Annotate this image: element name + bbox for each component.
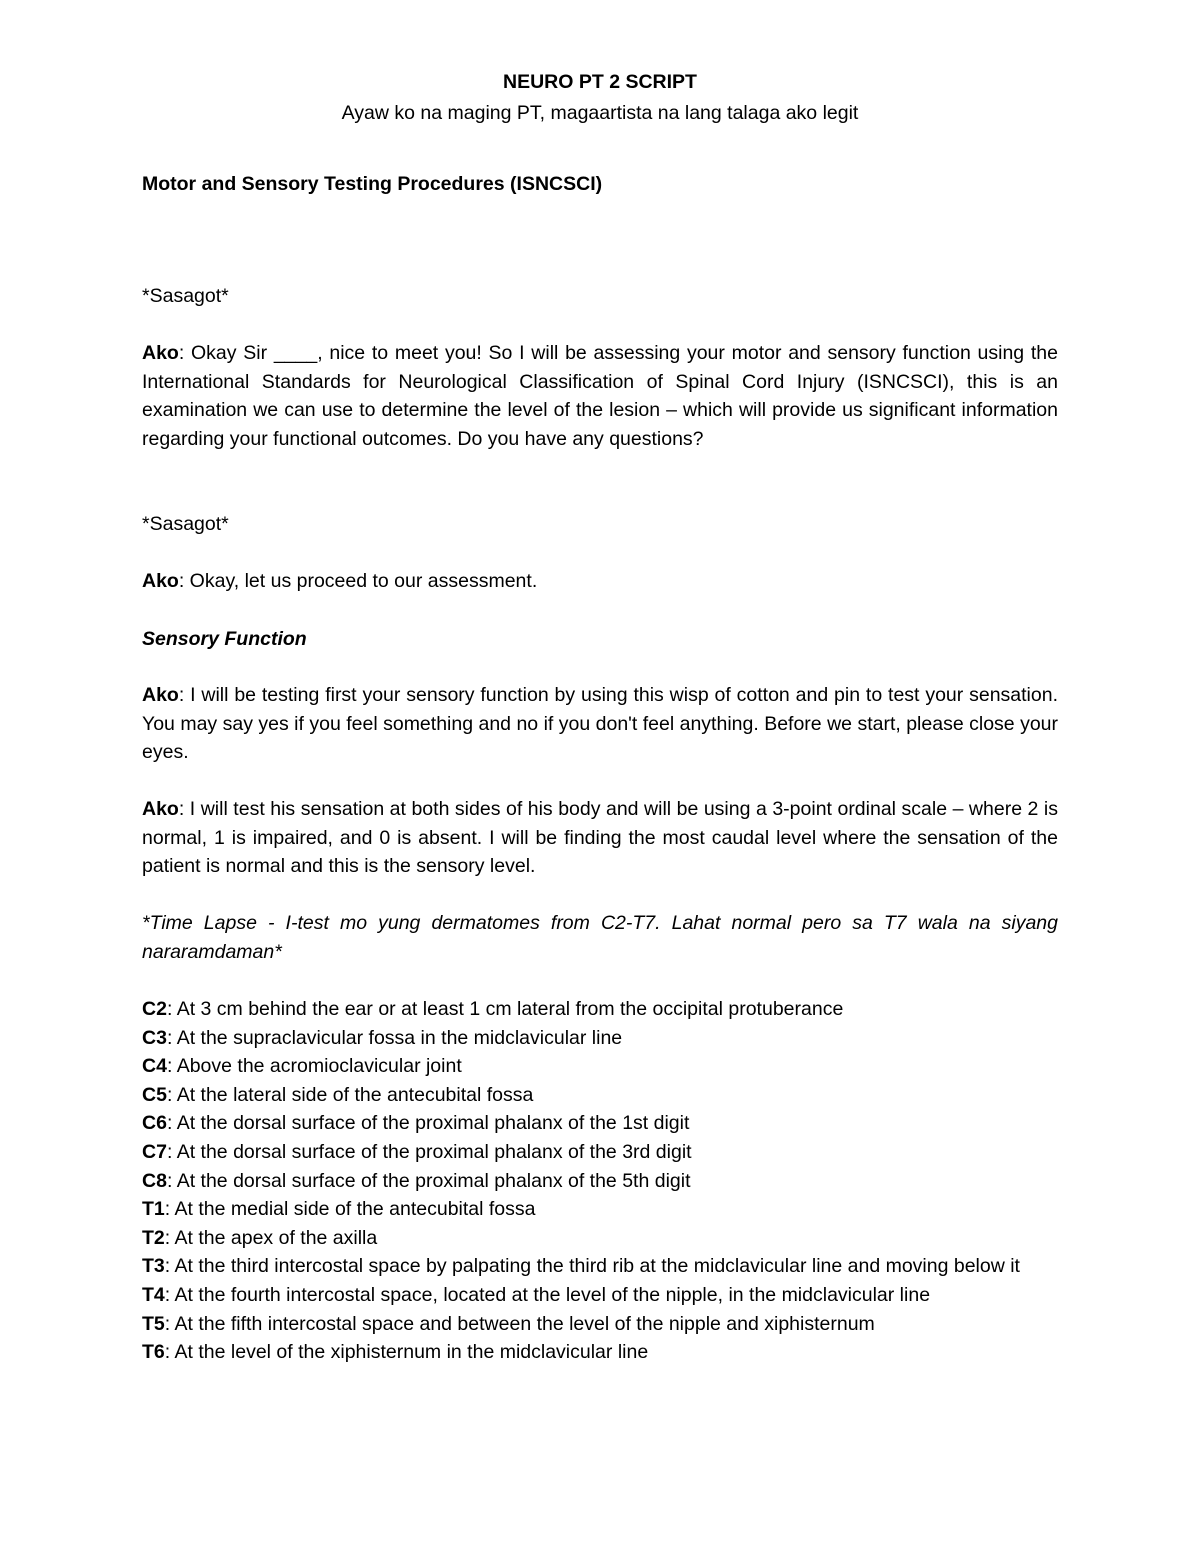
cue-sasagot-2 [142, 510, 1058, 539]
dermatome-description: : At the fourth intercostal space, located at the level of the nipple, in the midclavicular line [164, 1283, 931, 1306]
list-item [142, 1052, 1058, 1081]
dermatome-code: C4 [142, 1055, 167, 1078]
dermatome-description: : At the third intercostal space by palpating the third rib at the midclavicular line and moving below it [164, 1255, 1020, 1278]
dermatome-description: : At the dorsal surface of the proximal phalanx of the 3rd digit [166, 1140, 692, 1163]
dermatome-code: C5 [142, 1083, 167, 1106]
dermatome-description: : At the dorsal surface of the proximal phalanx of the 1st digit [166, 1112, 690, 1135]
dermatome-code: T2 [142, 1226, 165, 1249]
dermatome-code: C8 [142, 1169, 167, 1192]
section-heading: Motor and Sensory Testing Procedures (ISNCSCI) [142, 173, 603, 195]
dermatome-code: T4 [142, 1283, 165, 1306]
list-item [142, 1252, 1058, 1281]
speaker-label: Ako [142, 570, 179, 592]
speaker-label: Ako [142, 684, 179, 706]
title-block [142, 68, 1058, 127]
time-lapse-note [142, 909, 1058, 966]
list-item [142, 1167, 1058, 1196]
subsection-heading: Sensory Function [142, 628, 307, 650]
time-lapse-text: *Time Lapse - I-test mo yung dermatomes from C2-T7. Lahat normal pero sa T7 wala na siyang nararamdaman* [142, 912, 1058, 963]
paragraph-text [142, 681, 1058, 767]
document-subtitle: Ayaw ko na maging PT, magaartista na lang talaga ako legit [341, 102, 859, 124]
paragraph-scale [142, 795, 1058, 881]
dialogue-text: : Okay, let us proceed to our assessment. [178, 570, 538, 592]
cue-text: *Sasagot* [142, 285, 229, 307]
dermatome-code: C6 [142, 1112, 167, 1135]
dermatome-code: C2 [142, 998, 167, 1020]
list-item [142, 1081, 1058, 1110]
dialogue-text: : Okay Sir ____, nice to meet you! So I will be assessing your motor and sensory function using the International Standards for Neurological Classification of Spinal Cord Injury (ISNCSCI), this is an examination we can use to determine the level of the lesion – which will provide us significant information regarding your functional outcomes. Do you have any questions? [142, 342, 1058, 450]
document-title: NEURO PT 2 SCRIPT [503, 71, 697, 93]
list-item [142, 995, 1058, 1024]
list-item [142, 1310, 1058, 1339]
dermatome-code: T6 [142, 1341, 165, 1364]
cue-text: *Sasagot* [142, 513, 229, 535]
paragraph-proceed [142, 567, 1058, 596]
dermatome-description: : At the lateral side of the antecubital fossa [166, 1083, 534, 1106]
dermatome-description: : At the apex of the axilla [164, 1226, 378, 1249]
paragraph-intro [142, 339, 1058, 453]
paragraph-sensory-intro [142, 681, 1058, 767]
dermatome-description: : Above the acromioclavicular joint [166, 1055, 462, 1078]
list-item [142, 1338, 1058, 1367]
dermatome-code: T5 [142, 1312, 165, 1335]
dialogue-text: : I will be testing first your sensory function by using this wisp of cotton and pin to test your sensation. You may say yes if you feel something and no if you don't feel anything. Before we start, please close your eyes. [142, 684, 1058, 763]
dermatome-description: : At the fifth intercostal space and between the level of the nipple and xiphisternum [164, 1312, 875, 1335]
dermatome-description: : At the dorsal surface of the proximal phalanx of the 5th digit [166, 1169, 691, 1192]
dermatome-description: : At 3 cm behind the ear or at least 1 cm lateral from the occipital protuberance [166, 998, 844, 1020]
dermatome-description: : At the supraclavicular fossa in the midclavicular line [166, 1026, 623, 1049]
list-item [142, 1224, 1058, 1253]
list-item [142, 1281, 1058, 1310]
list-item [142, 1195, 1058, 1224]
dermatome-code: T1 [142, 1198, 165, 1221]
dermatome-list [142, 995, 1058, 1367]
list-item [142, 1138, 1058, 1167]
dermatome-code: T3 [142, 1255, 165, 1278]
dermatome-code: C3 [142, 1026, 167, 1049]
dermatome-description: : At the medial side of the antecubital fossa [164, 1198, 536, 1221]
cue-sasagot-1 [142, 282, 1058, 311]
list-item [142, 1024, 1058, 1053]
paragraph-text [142, 795, 1058, 881]
paragraph-text [142, 567, 1058, 596]
list-item [142, 1109, 1058, 1138]
paragraph-text [142, 339, 1058, 453]
speaker-label: Ako [142, 798, 179, 820]
dialogue-text: : I will test his sensation at both sides of his body and will be using a 3-point ordinal scale – where 2 is normal, 1 is impaired, and 0 is absent. I will be finding the most caudal level where the sensation of the patient is normal and this is the sensory level. [142, 798, 1058, 877]
dermatome-code: C7 [142, 1140, 167, 1163]
dermatome-description: : At the level of the xiphisternum in the midclavicular line [164, 1341, 649, 1364]
speaker-label: Ako [142, 342, 179, 364]
